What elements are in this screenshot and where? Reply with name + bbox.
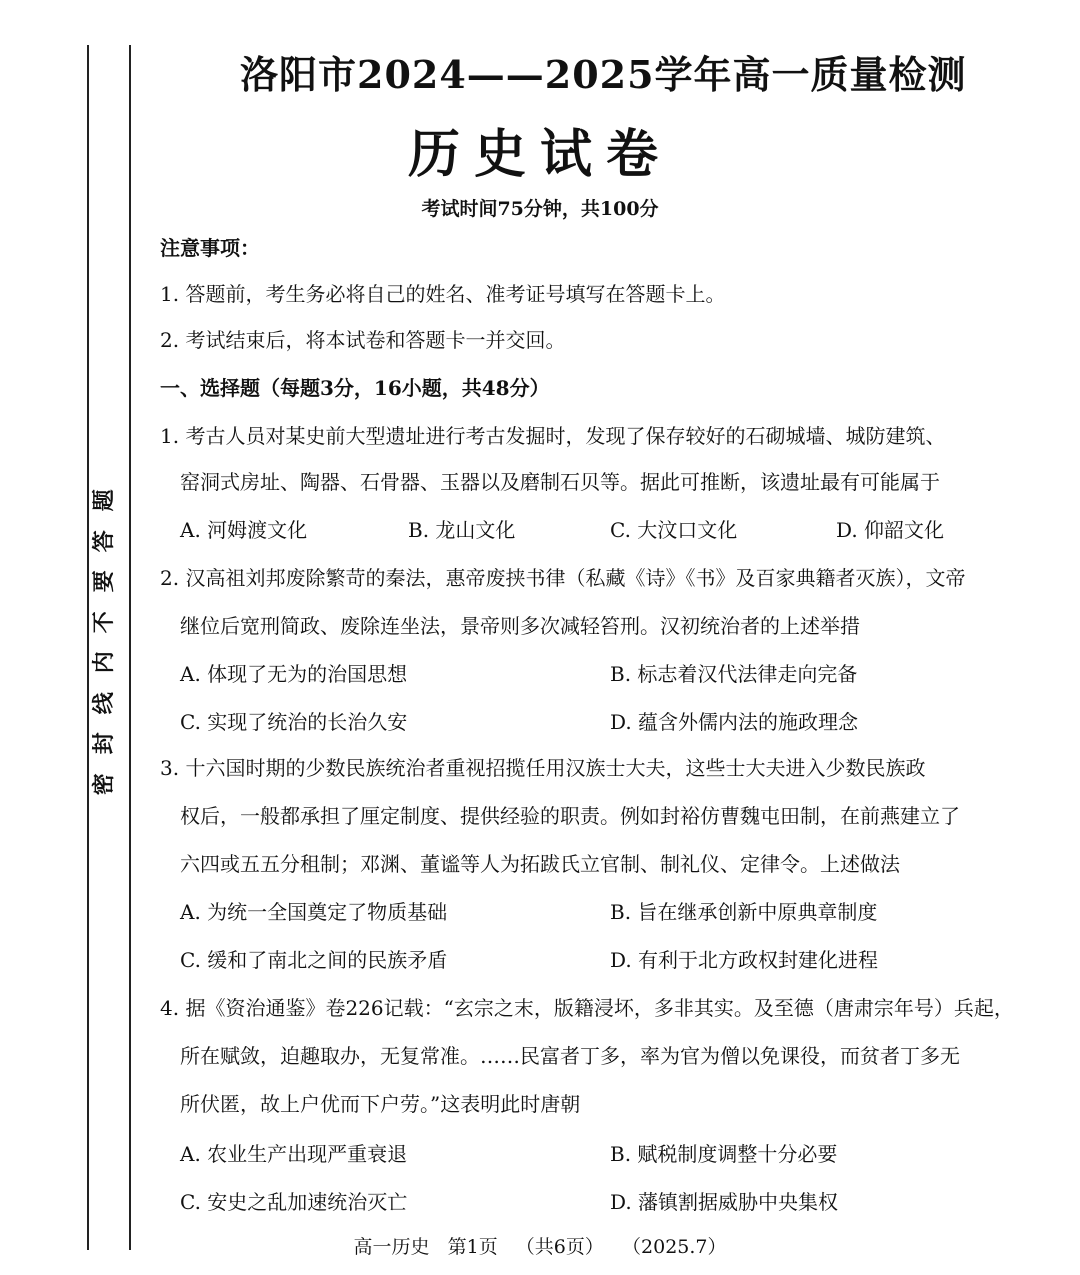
question-3-option-a: A. 为统一全国奠定了物质基础: [180, 900, 448, 924]
seal-char: 线: [90, 691, 117, 714]
question-2-line: 继位后宽刑简政、废除连坐法，景帝则多次减轻笞刑。汉初统治者的上述举措: [180, 614, 860, 638]
notice-item: 1. 答题前，考生务必将自己的姓名、准考证号填写在答题卡上。: [160, 282, 726, 306]
question-1-option-d: D. 仰韶文化: [836, 518, 945, 542]
question-2-option-c: C. 实现了统治的长治久安: [180, 710, 408, 734]
seal-char: 密: [90, 772, 117, 795]
notice-heading: 注意事项：: [160, 236, 260, 260]
seal-char: 封: [90, 732, 117, 755]
seal-char: 不: [90, 610, 117, 633]
question-2-line: 2. 汉高祖刘邦废除繁苛的秦法，惠帝废挟书律（私藏《诗》《书》及百家典籍者灭族），文帝: [160, 566, 966, 590]
notice-item: 2. 考试结束后，将本试卷和答题卡一并交回。: [160, 328, 566, 352]
exam-info: 考试时间75分钟，共100分: [421, 198, 659, 220]
question-3-line: 权后，一般都承担了厘定制度、提供经验的职责。例如封裕仿曹魏屯田制，在前燕建立了: [180, 804, 960, 828]
question-4-line: 4. 据《资治通鉴》卷226记载：“玄宗之末，版籍浸坏，多非其实。及至德（唐肃宗年号）兵起，: [160, 996, 1014, 1020]
question-2-option-d: D. 蕴含外儒内法的施政理念: [610, 710, 859, 734]
question-3-option-c: C. 缓和了南北之间的民族矛盾: [180, 948, 448, 972]
question-1-option-b: B. 龙山文化: [408, 518, 516, 542]
question-4-line: 所伏匿，故上户优而下户劳。”这表明此时唐朝: [180, 1092, 581, 1116]
question-4-option-b: B. 赋税制度调整十分必要: [610, 1142, 838, 1166]
question-4-option-a: A. 农业生产出现严重衰退: [180, 1142, 408, 1166]
question-3-line: 六四或五五分租制；邓渊、董谧等人为拓跋氏立官制、制礼仪、定律令。上述做法: [180, 852, 900, 876]
section-heading: 一、选择题（每题3分，16小题，共48分）: [160, 376, 550, 400]
question-1-option-c: C. 大汶口文化: [610, 518, 738, 542]
question-3-option-b: B. 旨在继承创新中原典章制度: [610, 900, 878, 924]
binding-line-outer: [87, 45, 89, 1250]
question-4-option-c: C. 安史之乱加速统治灭亡: [180, 1190, 408, 1214]
subject-title: 历史试卷: [407, 124, 672, 185]
seal-char: 答: [90, 529, 117, 552]
seal-char: 要: [90, 570, 117, 593]
exam-title: 洛阳市2024——2025学年高一质量检测: [240, 52, 967, 97]
question-4-option-d: D. 藩镇割据威胁中央集权: [610, 1190, 839, 1214]
question-3-line: 3. 十六国时期的少数民族统治者重视招揽任用汉族士大夫，这些士大夫进入少数民族政: [160, 756, 926, 780]
seal-char: 内: [90, 651, 117, 674]
question-2-option-a: A. 体现了无为的治国思想: [180, 662, 408, 686]
question-4-line: 所在赋敛，迫趣取办，无复常准。……民富者丁多，率为官为僧以免课役，而贫者丁多无: [180, 1044, 960, 1068]
question-2-option-b: B. 标志着汉代法律走向完备: [610, 662, 858, 686]
seal-line-text: [90, 480, 128, 804]
question-1-line: 1. 考古人员对某史前大型遗址进行考古发掘时，发现了保存较好的石砌城墙、城防建筑、: [160, 424, 946, 448]
page-footer: 高一历史 第1页 （共6页） （2025.7）: [353, 1236, 727, 1258]
question-1-option-a: A. 河姆渡文化: [180, 518, 308, 542]
seal-char: 题: [90, 489, 117, 512]
question-1-line: 窑洞式房址、陶器、石骨器、玉器以及磨制石贝等。据此可推断，该遗址最有可能属于: [180, 470, 940, 494]
question-3-option-d: D. 有利于北方政权封建化进程: [610, 948, 879, 972]
binding-line-inner: [129, 45, 131, 1250]
